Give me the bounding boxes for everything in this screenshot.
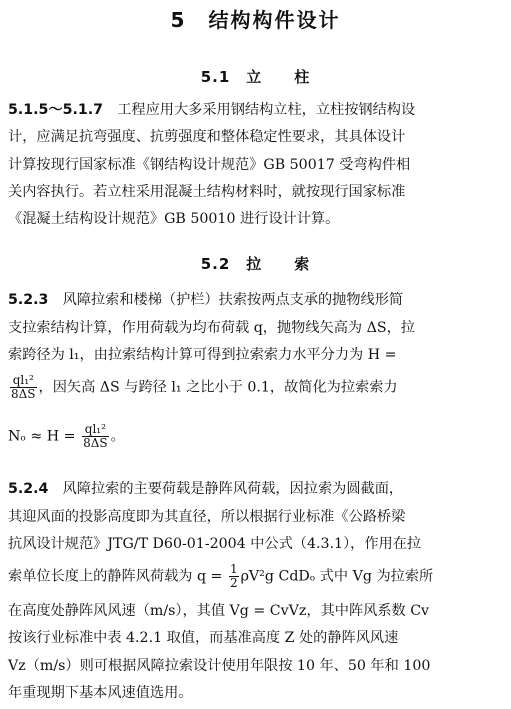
formula-end: 。 bbox=[110, 428, 125, 445]
clause-number: 5.2.4 bbox=[8, 481, 49, 497]
chapter-title: 5 结构构件设计 bbox=[170, 8, 341, 32]
clause-524-line-8: 年重现期下基本风速值选用。 bbox=[8, 685, 193, 701]
clause-523-line-4 bbox=[8, 374, 398, 401]
clause-text: 风障拉索的主要荷载是静阵风荷载，因拉索为圆截面， bbox=[62, 481, 404, 497]
section-heading-cables: 5.2 拉 索 bbox=[200, 255, 311, 273]
clause-524-line-2: 其迎风面的投影高度即为其直径，所以根据行业标准《公路桥梁 bbox=[8, 509, 406, 525]
clause-text: 风障拉索和楼梯（护栏）扶索按两点支承的抛物线形简 bbox=[62, 292, 404, 308]
formula-lhs: 索单位长度上的静阵风荷载为 q = bbox=[8, 568, 223, 585]
clause-text: ρV²g CdDₒ 式中 Vg 为拉索所 bbox=[240, 568, 434, 585]
clause-523-line-5 bbox=[8, 423, 125, 450]
clause-523-line-3: 索跨径为 l₁，由拉索结构计算可得到拉索索力水平分力为 H = bbox=[8, 347, 397, 363]
formula-half: $\frac{1}{2}$ bbox=[229, 562, 238, 590]
clause-524-line-5: 在高度处静阵风风速（m/s），其值 Vg = CvVz，其中阵风系数 Cv bbox=[8, 603, 430, 619]
clause-515-line-1 bbox=[8, 100, 415, 120]
clause-523-line-2: 支拉索结构计算，作用荷载为均布荷载 q，抛物线矢高为 ΔS，拉 bbox=[8, 320, 415, 336]
clause-515-line-4: 关内容执行。若立柱采用混凝土结构材料时，就按现行国家标准 bbox=[8, 184, 406, 200]
clause-515-line-2: 计，应满足抗弯强度、抗剪强度和整体稳定性要求，其具体设计 bbox=[8, 129, 406, 145]
clause-524-line-6: 按该行业标准中表 4.2.1 取值，而基准高度 Z 处的静阵风风速 bbox=[8, 630, 399, 646]
clause-515-line-5: 《混凝土结构设计规范》GB 50010 进行设计计算。 bbox=[8, 211, 340, 227]
clause-number: 5.2.3 bbox=[8, 292, 49, 308]
clause-524-line-1 bbox=[8, 479, 403, 499]
formula-fraction: $\frac{\text{ql₁²}}{8\Delta S}$ bbox=[11, 373, 36, 401]
clause-524-line-7: Vz（m/s）则可根据风障拉索设计使用年限按 10 年、50 年和 100 bbox=[8, 658, 431, 674]
formula-fraction: $\frac{\text{ql₁²}}{8\Delta S}$ bbox=[83, 422, 108, 450]
clause-515-line-3: 计算按现行国家标准《钢结构设计规范》GB 50017 受弯构件相 bbox=[8, 157, 411, 173]
clause-524-line-3: 抗风设计规范》JTG/T D60-01-2004 中公式（4.3.1），作用在拉 bbox=[8, 536, 422, 552]
clause-523-line-1 bbox=[8, 290, 403, 310]
clause-number: 5.1.5～5.1.7 bbox=[8, 102, 103, 118]
clause-text: 工程应用大多采用钢结构立柱，立柱按钢结构设 bbox=[117, 102, 416, 118]
formula-lhs: Nₒ ≈ H = bbox=[8, 428, 76, 445]
clause-text: ，因矢高 ΔS 与跨径 l₁ 之比小于 0.1，故简化为拉索索力 bbox=[38, 379, 398, 396]
clause-524-line-4 bbox=[8, 563, 433, 590]
section-heading-columns: 5.1 立 柱 bbox=[200, 68, 311, 86]
